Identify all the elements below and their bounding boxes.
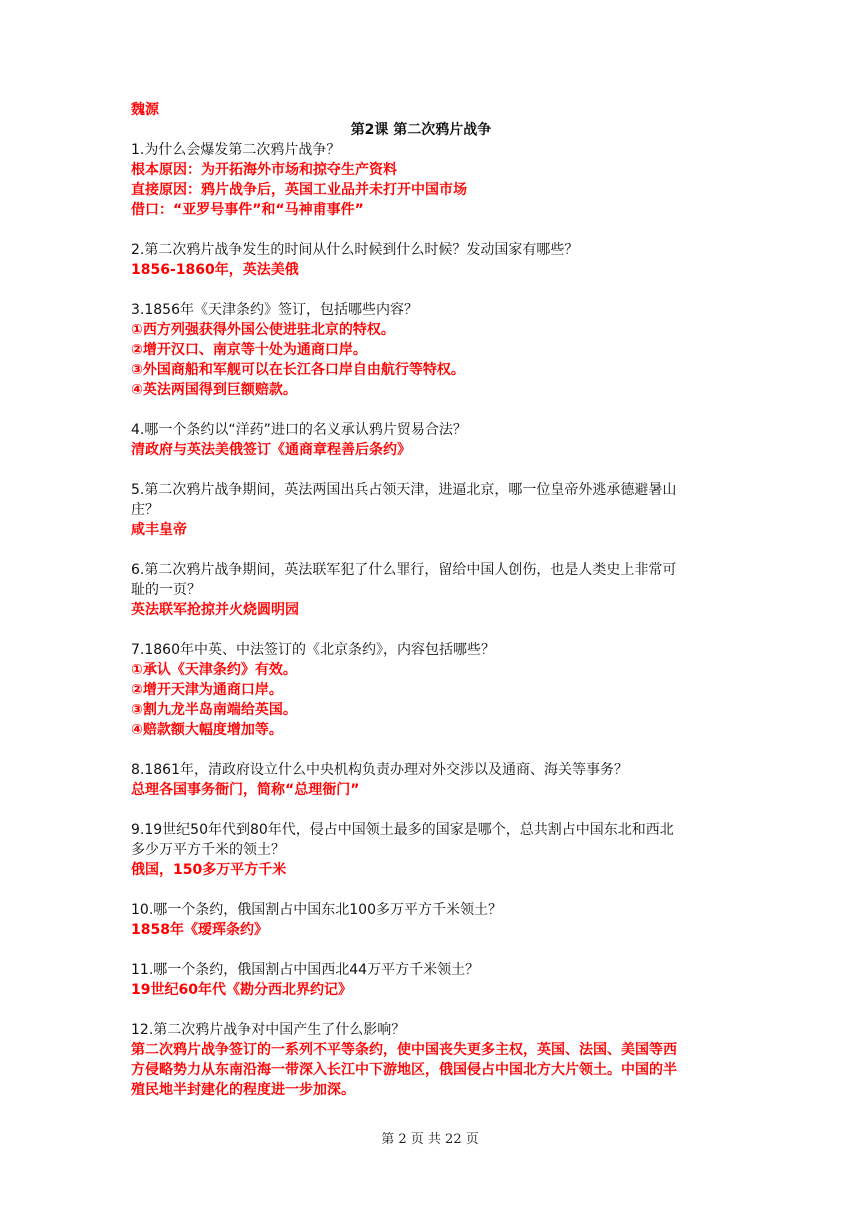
qa-block xyxy=(131,420,731,460)
answer-line: ①西方列强获得外国公使进驻北京的特权。 xyxy=(131,322,395,338)
answer-line: ③外国商船和军舰可以在长江各口岸自由航行等特权。 xyxy=(131,362,465,378)
question-line: 6.第二次鸦片战争期间，英法联军犯了什么罪行，留给中国人创伤，也是人类史上非常可 xyxy=(131,562,677,578)
answer-line: 根本原因：为开拓海外市场和掠夺生产资料 xyxy=(131,162,397,178)
qa-block xyxy=(131,900,731,940)
answer-line: 俄国，150多万平方千米 xyxy=(131,862,287,878)
answer-line: 英法联军抢掠并火烧圆明园 xyxy=(131,602,299,618)
answer-line: 借口：“亚罗号事件”和“马神甫事件” xyxy=(131,202,364,218)
qa-block xyxy=(131,960,731,1000)
answer-line: ①承认《天津条约》有效。 xyxy=(131,662,297,678)
author-name: 魏源 xyxy=(131,102,159,118)
answer-line: 总理各国事务衙门，简称“总理衙门” xyxy=(131,782,360,798)
answer-line: 殖民地半封建化的程度进一步加深。 xyxy=(131,1082,355,1098)
question-line: 7.1860年中英、中法签订的《北京条约》，内容包括哪些？ xyxy=(131,642,495,658)
qa-block xyxy=(131,240,731,280)
answer-line: 清政府与英法美俄签订《通商章程善后条约》 xyxy=(131,442,411,458)
qa-block xyxy=(131,140,731,220)
qa-block xyxy=(131,1020,731,1100)
qa-block xyxy=(131,560,731,620)
question-line: 庄？ xyxy=(131,502,159,518)
answer-line: ④英法两国得到巨额赔款。 xyxy=(131,382,297,398)
answer-line: 1858年《瑷珲条约》 xyxy=(131,922,268,938)
question-line: 8.1861年，清政府设立什么中央机构负责办理对外交涉以及通商、海关等事务？ xyxy=(131,762,628,778)
answer-line: ④赔款额大幅度增加等。 xyxy=(131,722,283,738)
qa-block xyxy=(131,760,731,800)
answer-line: ②增开天津为通商口岸。 xyxy=(131,682,283,698)
question-line: 2.第二次鸦片战争发生的时间从什么时候到什么时候？发动国家有哪些？ xyxy=(131,242,579,258)
content-area xyxy=(131,100,731,1120)
question-line: 10.哪一个条约，俄国割占中国东北100多万平方千米领土？ xyxy=(131,902,502,918)
answer-line: 方侵略势力从东南沿海一带深入长江中下游地区，俄国侵占中国北方大片领土。中国的半 xyxy=(131,1062,677,1078)
question-line: 耻的一页？ xyxy=(131,582,201,598)
answer-line: ②增开汉口、南京等十处为通商口岸。 xyxy=(131,342,367,358)
question-line: 多少万平方千米的领土？ xyxy=(131,842,285,858)
answer-line: ③割九龙半岛南端给英国。 xyxy=(131,702,297,718)
page-footer: 第 2 页 共 22 页 xyxy=(381,1132,479,1147)
qa-block xyxy=(131,820,731,880)
answer-line: 1856-1860年，英法美俄 xyxy=(131,262,299,278)
question-line: 1.为什么会爆发第二次鸦片战争？ xyxy=(131,142,341,158)
qa-block xyxy=(131,480,731,540)
question-line: 3.1856年《天津条约》签订，包括哪些内容？ xyxy=(131,302,418,318)
question-line: 11.哪一个条约，俄国割占中国西北44万平方千米领土？ xyxy=(131,962,480,978)
qa-block xyxy=(131,640,731,740)
answer-line: 第二次鸦片战争签订的一系列不平等条约，使中国丧失更多主权，英国、法国、美国等西 xyxy=(131,1042,677,1058)
qa-block xyxy=(131,300,731,400)
qa-list xyxy=(131,140,731,1100)
question-line: 9.19世纪50年代到80年代，侵占中国领土最多的国家是哪个，总共割占中国东北和西北 xyxy=(131,822,674,838)
lesson-title: 第2课 第二次鸦片战争 xyxy=(350,122,492,138)
question-line: 5.第二次鸦片战争期间，英法两国出兵占领天津，进逼北京，哪一位皇帝外逃承德避暑山 xyxy=(131,482,677,498)
answer-line: 直接原因：鸦片战争后，英国工业品并未打开中国市场 xyxy=(131,182,467,198)
question-line: 12.第二次鸦片战争对中国产生了什么影响？ xyxy=(131,1022,406,1038)
answer-line: 19世纪60年代《勘分西北界约记》 xyxy=(131,982,352,998)
answer-line: 咸丰皇帝 xyxy=(131,522,187,538)
question-line: 4.哪一个条约以“洋药”进口的名义承认鸦片贸易合法？ xyxy=(131,422,467,438)
